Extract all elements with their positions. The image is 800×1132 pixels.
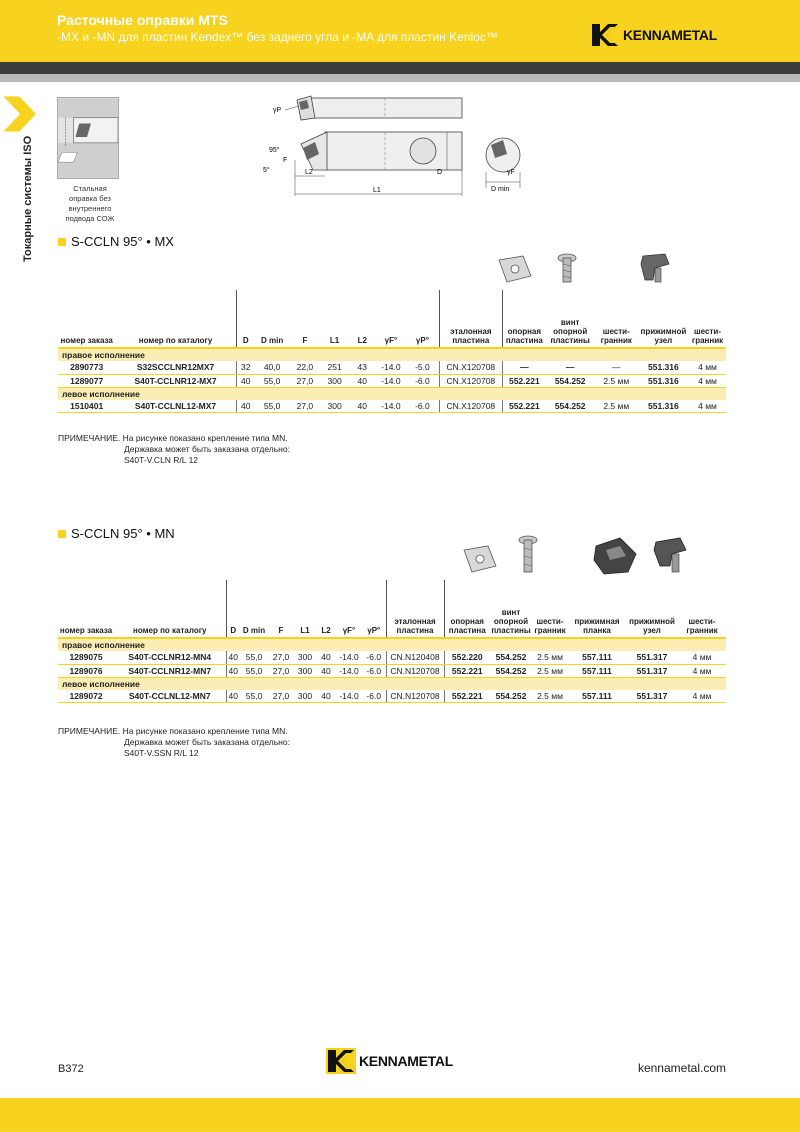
cell: -14.0 [376,374,407,387]
shim-screw-icon [558,254,576,282]
col-clamp-assembly: прижимной узел [626,580,678,638]
col-catalog-number: номер по каталогу [115,290,236,348]
dmin-dim-label: D min [491,186,510,193]
section-heading-mx [58,234,174,249]
cell: 40 [236,374,254,387]
cell: 554.252 [546,400,595,413]
group-row-left [58,387,726,400]
group-label: правое исполнение [58,348,726,361]
section-heading-mn [58,526,175,541]
cell: 300 [320,400,349,413]
section-title: S-CCLN 95° • MN [71,526,175,541]
cell: 32 [236,361,254,374]
gamma-p-label: γP [273,107,282,114]
col-shim: опорная пластина [503,290,546,348]
cell: -6.0 [406,400,439,413]
col-order-number: номер заказа [58,580,114,638]
cell: 55,0 [240,664,268,677]
cell: -6.0 [362,664,386,677]
cell: -5.0 [406,361,439,374]
bullet-square-icon [58,238,66,246]
cell: — [503,361,546,374]
table-row [58,361,726,374]
header-grey-band [0,74,800,82]
cell: 554.252 [490,690,532,703]
catalog-number-cell: S32SCCLNR12MX7 [115,361,236,374]
cell: CN.N120708 [386,664,444,677]
col-gamma-p: γP° [362,580,386,638]
col-clamp-plate: прижимная планка [568,580,626,638]
cell: 551.316 [638,361,689,374]
col-d: D [236,290,254,348]
note-line: S40T-V.SSN R/L 12 [124,748,199,758]
note-line: ПРИМЕЧАНИЕ. На рисунке показано крепление типа MN. [58,726,288,736]
mx-spec-table [58,290,726,413]
mn-spare-parts-images [460,532,700,580]
cell: 55,0 [240,690,268,703]
order-number-cell: 1289075 [58,651,114,664]
footer-bar [0,1098,800,1132]
cell: 554.252 [546,374,595,387]
chevron-right-icon [0,95,50,133]
note-line: Державка может быть заказана отдельно: [124,737,290,747]
col-dmin: D min [240,580,268,638]
group-row-right [58,638,726,651]
kennametal-k-icon [326,1048,356,1074]
cell: CN.X120708 [439,361,503,374]
catalog-number-cell: S40T-CCLNR12-MN7 [114,664,226,677]
gamma-f-label: γF [507,169,515,176]
group-label: правое исполнение [58,638,726,651]
cell: 40 [316,690,336,703]
header-bar [0,0,800,62]
cell: 552.221 [503,374,546,387]
order-number-cell: 1510401 [58,400,115,413]
col-d: D [226,580,240,638]
cell: 27,0 [290,374,321,387]
cell: 27,0 [268,651,294,664]
catalog-number-cell: S40T-CCLNR12-MN4 [114,651,226,664]
kennametal-k-icon [590,22,620,48]
cell: 4 мм [689,400,726,413]
caption-line: подвода СОЖ [65,214,115,223]
cell: 552.221 [503,400,546,413]
col-shim: опорная пластина [444,580,490,638]
cell: 40 [226,651,240,664]
cell: 40 [349,400,376,413]
cell: 557.111 [568,690,626,703]
cell: 40 [349,374,376,387]
note-line: ПРИМЕЧАНИЕ. На рисунке показано крепление типа MN. [58,433,288,443]
cell: -14.0 [336,690,362,703]
d-dim-label: D [437,169,443,176]
mn-note [58,726,290,759]
header-logo [590,22,717,48]
clamp-plate-icon [594,538,636,574]
cell: 551.317 [626,651,678,664]
l2-dim-label: L2 [305,169,313,176]
col-dmin: D min [255,290,290,348]
cell: 300 [294,690,316,703]
cell: 551.316 [638,400,689,413]
cell: 55,0 [255,374,290,387]
col-gamma-f: γF° [336,580,362,638]
catalog-number-cell: S40T-CCLNL12-MN7 [114,690,226,703]
brand-name: KENNAMETAL [359,1053,453,1069]
order-number-cell: 1289077 [58,374,115,387]
cell: 55,0 [240,651,268,664]
order-number-cell: 2890773 [58,361,115,374]
brand-name: KENNAMETAL [623,27,717,43]
cell: 554.252 [490,664,532,677]
col-l2: L2 [349,290,376,348]
cell: 27,0 [268,690,294,703]
caption-line: внутреннего [68,204,112,213]
shim-screw-icon [519,536,537,572]
header-dark-band [0,62,800,74]
order-number-cell: 1289072 [58,690,114,703]
cell: 300 [294,651,316,664]
cell: -6.0 [406,374,439,387]
cell: 4 мм [678,664,726,677]
cell: -14.0 [376,400,407,413]
bullet-square-icon [58,530,66,538]
mx-spare-parts-images [495,250,695,290]
cell: 552.221 [444,690,490,703]
col-hex-key-2: шести-гранник [678,580,726,638]
cell: 552.220 [444,651,490,664]
cell: 2.5 мм [532,651,568,664]
table-row [58,400,726,413]
cell: 557.111 [568,664,626,677]
table-row [58,374,726,387]
col-hex-key-2: шести-гранник [689,290,726,348]
shim-plate-icon [499,256,531,282]
col-f: F [268,580,294,638]
cell: 251 [320,361,349,374]
cell: 4 мм [678,651,726,664]
angle-5-label: 5° [263,167,270,174]
col-shim-screw: винт опорной пластины [490,580,532,638]
l1-dim-label: L1 [373,187,381,194]
mx-note [58,433,290,466]
col-reference-insert: эталонная пластина [386,580,444,638]
boring-bar-technical-drawing [255,90,535,205]
cell: CN.N120708 [386,690,444,703]
cell: 4 мм [678,690,726,703]
col-order-number: номер заказа [58,290,115,348]
mn-spec-table [58,580,726,703]
side-section-label: Токарные системы ISO [22,135,34,262]
page-title: Расточные оправки MTS [57,12,228,28]
cell: 2.5 мм [532,664,568,677]
col-f: F [290,290,321,348]
col-l1: L1 [294,580,316,638]
cell: 43 [349,361,376,374]
cell: 551.317 [626,664,678,677]
col-hex-key: шести-гранник [532,580,568,638]
cell: -14.0 [336,651,362,664]
clamp-assembly-icon [641,254,669,282]
group-label: левое исполнение [58,387,726,400]
cell: CN.N120408 [386,651,444,664]
clamp-assembly-icon [654,538,686,572]
cell: -14.0 [376,361,407,374]
page-subtitle: -MX и -MN для пластин Kendex™ без заднего угла и -MA для пластин Kenloc™ [57,30,498,44]
angle-95-label: 95° [269,147,280,154]
col-reference-insert: эталонная пластина [439,290,503,348]
cell: 4 мм [689,361,726,374]
cell: 551.316 [638,374,689,387]
boring-bar-section-thumbnail [57,97,119,179]
col-shim-screw: винт опорной пластины [546,290,595,348]
cell: 40 [226,690,240,703]
order-number-cell: 1289076 [58,664,114,677]
footer-logo [326,1048,453,1074]
table-row [58,690,726,703]
cell: 2.5 мм [595,400,638,413]
col-l2: L2 [316,580,336,638]
f-dim-label: F [283,157,288,164]
cell: 22,0 [290,361,321,374]
cell: 2.5 мм [595,374,638,387]
cell: 40 [236,400,254,413]
cell: 300 [294,664,316,677]
table-row [58,664,726,677]
cell: 551.317 [626,690,678,703]
cell: 27,0 [290,400,321,413]
cell: 552.221 [444,664,490,677]
col-gamma-p: γP° [406,290,439,348]
page-number: B372 [58,1063,84,1075]
col-catalog-number: номер по каталогу [114,580,226,638]
cell: 557.111 [568,651,626,664]
section-title: S-CCLN 95° • MX [71,234,174,249]
website-link[interactable]: kennametal.com [637,1061,726,1075]
cell: -6.0 [362,690,386,703]
catalog-number-cell: S40T-CCLNL12-MX7 [115,400,236,413]
cell: CN.X120708 [439,400,503,413]
cell: -14.0 [336,664,362,677]
cell: 55,0 [255,400,290,413]
col-l1: L1 [320,290,349,348]
cell: -6.0 [362,651,386,664]
table-row [58,651,726,664]
cell: 4 мм [689,374,726,387]
group-row-right [58,348,726,361]
note-line: Державка может быть заказана отдельно: [124,444,290,454]
thumbnail-caption [55,184,125,224]
shim-plate-icon [464,546,496,572]
col-hex-key: шести-гранник [595,290,638,348]
cell: 2.5 мм [532,690,568,703]
col-clamp-assembly: прижимной узел [638,290,689,348]
cell: 40 [316,664,336,677]
group-row-left [58,677,726,690]
cell: — [546,361,595,374]
group-label: левое исполнение [58,677,726,690]
caption-line: оправка без [69,194,111,203]
caption-line: Стальная [73,184,107,193]
cell: 554.252 [490,651,532,664]
cell: CN.X120708 [439,374,503,387]
note-line: S40T-V.CLN R/L 12 [124,455,199,465]
catalog-number-cell: S40T-CCLNR12-MX7 [115,374,236,387]
cell: 300 [320,374,349,387]
cell: — [595,361,638,374]
cell: 40,0 [255,361,290,374]
cell: 27,0 [268,664,294,677]
cell: 40 [316,651,336,664]
cell: 40 [226,664,240,677]
col-gamma-f: γF° [376,290,407,348]
